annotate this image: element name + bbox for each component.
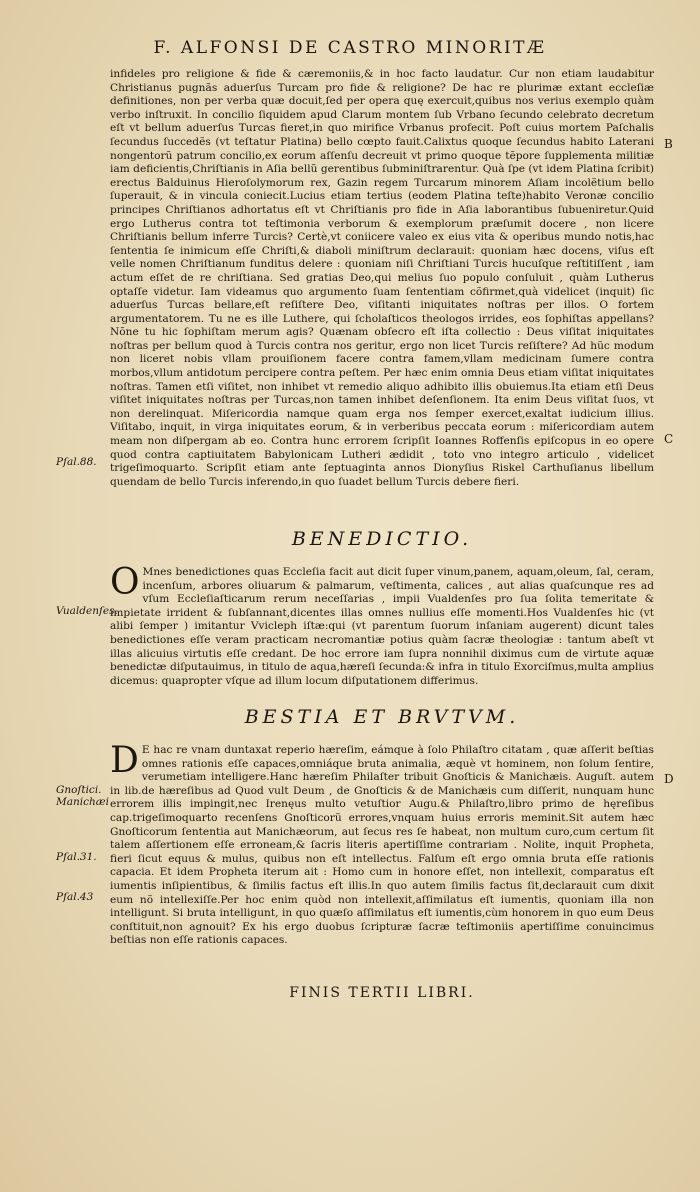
side-letter-c: C — [664, 432, 674, 446]
main-paragraph — [110, 68, 654, 489]
margin-note-vualdenses: Vualdenſes. — [56, 605, 118, 617]
drop-cap: O — [110, 562, 140, 603]
running-header: F. ALFONSI DE CASTRO MINORITÆ — [153, 38, 547, 58]
margin-note-psal43: Pſal.43 — [56, 891, 94, 903]
side-letter-d: D — [664, 772, 674, 786]
section-title-bestia: BESTIA ET BRVTVM. — [244, 706, 520, 728]
paragraph-text: Mnes benedictiones quas Eccleſia facit aut dicit ſuper vinum,panem, aquam,oleum, ſal, ceram, incenſum, arbores oliuarum & palmarum, veſtimenta, calices , aut alias quaſcunque res ad vſum Eccleſiaſticarum rerum neceſſarias , impii Vualdenſes pro ſua ſolita temeritate & impietate irrident & ſubſannant,dicentes illas omnes nullius eſſe momenti.Hos Vualdenſes hic (vt alibi ſemper ) imitantur Vvicleph iſtæ:qui (vt parentum ſuorum inſaniam augerent) dicunt tales benedictiones eſſe veram practicam necromantiæ potius quàm ſacræ theologiæ : tantum abeſt vt illas alicuius virtutis eſſe credant. De hoc errore iam ſupra nonnihil diximus cum de virtute aquæ benedictæ diſputauimus, in titulo de aqua,hæreſi ſecunda:& infra in titulo Exorciſmus,multa amplius dicemus: quapropter vſque ad illum locum diſputationem differimus. — [110, 566, 654, 687]
paragraph-text: infideles pro religione & fide & cæremoniis,& in hoc facto laudatur. Cur non etiam laudabitur Christianus pugnãs aduerſus Turcam pro fide & religione? De hac re plurimæ extant eccleſiæ definitiones, non per verba quæ docuit,ſed per opera quę exercuit,quibus nos verius exemplo quàm verbo inſtruxit. In concilio ſiquidem apud Clarum montem ſub Vrbano ſecundo celebrato decretum eſt vt bellum aduerſus Turcas fieret,in quo mirifice Vrbanus profecit. Poſt cuius mortem Paſchalis ſecundus ſuccedẽs (vt teſtatur Platina) bello cœpto fauit.Calixtus quoque ſecundus habito Laterani nongentorũ patrum concilio,ex eorum aſſenſu decreuit vt primo quoque tẽpore ſupplementa militiæ iam deficientis,Chriſtianis in Aſia bellũ gerentibus ſubminiſtrarentur. Quà ſpe (vt idem Platina ſcribit) erectus Balduinus Hieroſolymorum rex, Gazin regem Turcarum minorem Aſiam incolẽtium bello ſuperauit, & in vincula coniecit.Lucius etiam tertius (eodem Platina teſte)habito Veronæ concilio principes Chriſtianos adhortatus eſt vt Chriſtianis pro fide in Aſia laborantibus ſubueniretur.Quid ergo Lutherus contra tot teſtimonia verborum & exemplorum præſumit docere , non licere Chriſtianis bellum inferre Turcis? Certè,vt coniicere valeo ex eius vita & operibus mundo notis,hac ſententia ſe inimicum eſſe Chriſti,& diaboli miniſtrum declarauit: quoniam hæc docens, viſus eſt velle nomen Chriſtianum funditus delere : quoniam niſi Chriſtiani Turcis hucuſque reſtitiſſent , iam actum eſſet de re chriſtiana. Sed gratias Deo,qui melius ſuo populo conſuluit , quàm Lutherus optaſſe videtur. Iam videamus quo argumento ſuam ſententiam cõfirmet,quà videlicet (inquit) ſic aduerſus Turcas bellare,eſt reſiſtere Deo, viſitanti iniquitates noſtras per illos. O fortem argumentatorem. Tu ne es ille Luthere, qui ſcholaſticos theologos irrides, eos ſophiſtas appellans? Nõne tu hic ſophiſtam merum agis? Quænam obſecro eſt iſta collectio : Deus viſitat iniquitates noſtras per bellum quod à Turcis contra nos geritur, ergo non licet Turcis reſiſtere? Ad hũc modum non liceret nobis vllam prouiſionem facere contra famem,vllam medicinam ſumere contra morbos,vllum antidotum percipere contra peſtem. Per hæc enim omnia Deus etiam viſitat iniquitates noſtras. Tamen etſi viſitet, non inhibet vt remedio aliquo adhibito illis obuiemus.Ita etiam etſi Deus viſitet iniquitates noſtras per Turcas,non tamen inhibet deſenſionem. Ita enim Deus viſitat ſuos, vt non derelinquat. Miſericordia namque quam erga nos ſemper exercet,exaltat iudicium illius. Viſitabo, inquit, in virga iniquitates eorum, & in verberibus peccata eorum : miſericordiam autem meam non diſpergam ab eo. Contra hunc errorem ſcripſit Ioannes Roffenſis epiſcopus in eo opere quod contra captiuitatem Babylonicam Lutheri ædidit , toto vno integro articulo , videlicet trigeſimoquarto. Scripſit etiam ante ſeptuaginta annos Dionyſius Riskel Carthuſianus libellum quendam de bello Turcis inferendo,in quo ſuadet bellum Turcis debere fieri. — [110, 68, 654, 488]
side-letter-b: B — [664, 137, 673, 151]
finis-line: FINIS TERTII LIBRI. — [289, 985, 475, 1001]
margin-note-psal31: Pſal.31. — [56, 851, 97, 863]
benedictio-paragraph — [110, 562, 654, 688]
margin-note-gnostici: Gnoſtici. Manichæi — [56, 784, 110, 808]
margin-note-psal88: Pſal.88. — [56, 456, 97, 468]
section-title-benedictio: BENEDICTIO. — [291, 528, 473, 550]
drop-cap: D — [110, 740, 139, 781]
bestia-paragraph — [110, 740, 654, 948]
paragraph-text: E hac re vnam duntaxat reperio hæreſim, eámque à ſolo Philaſtro citatam , quæ aſſerit beſtias omnes rationis eſſe capaces,omniáque bruta animalia, æquè vt hominem, non ſolum ſentire, verumetiam intelligere.Hanc hæreſim Philaſter tribuit Gnoſticis & Manichæis. Auguſt. autem in lib.de hæreſibus ad Quod vult Deum , de Gnoſticis & de Manichæis cum diſſerit, nunquam hunc errorem illis impingit,nec Irenęus multo vetuſtior Augu.& Philaſtro,libro primo de hęreſibus cap.trigeſimoquarto recenſens Gnoſticorũ errores,vnquam huius erroris meminit.Sit autem hæc Gnoſticorum ſententia aut Manichæorum, aut ſecus res ſe habeat, non multum curo,cum certum ſit talem aſſertionem eſſe erroneam,& ſacris literis apertiſſime contrariam . Nolite, inquit Propheta, fieri ſicut equus & mulus, quibus non eſt intellectus. Falſum eſt ergo omnia bruta eſſe rationis capacia. Et idem Propheta iterum ait : Homo cum in honore eſſet, non intellexit, comparatus eſt iumentis inſipientibus, & ſimilis factus eſt illis.In quo autem ſimilis factus ſit,declarauit cum dixit eum nõ intellexiſſe.Per hoc enim quòd non intellexit,aſſimilatus eſt iumentis, quoniam illa non intelligunt. Si bruta intelligunt, in quo quæſo aſſimilatus eſt iumentis,cùm honorem in quo eum Deus conſtituit,non agnouit? Ex his ergo duobus ſcripturæ ſacræ teſtimoniis apertiſſime conuincimus beſtias non eſſe rationis capaces. — [110, 744, 654, 947]
